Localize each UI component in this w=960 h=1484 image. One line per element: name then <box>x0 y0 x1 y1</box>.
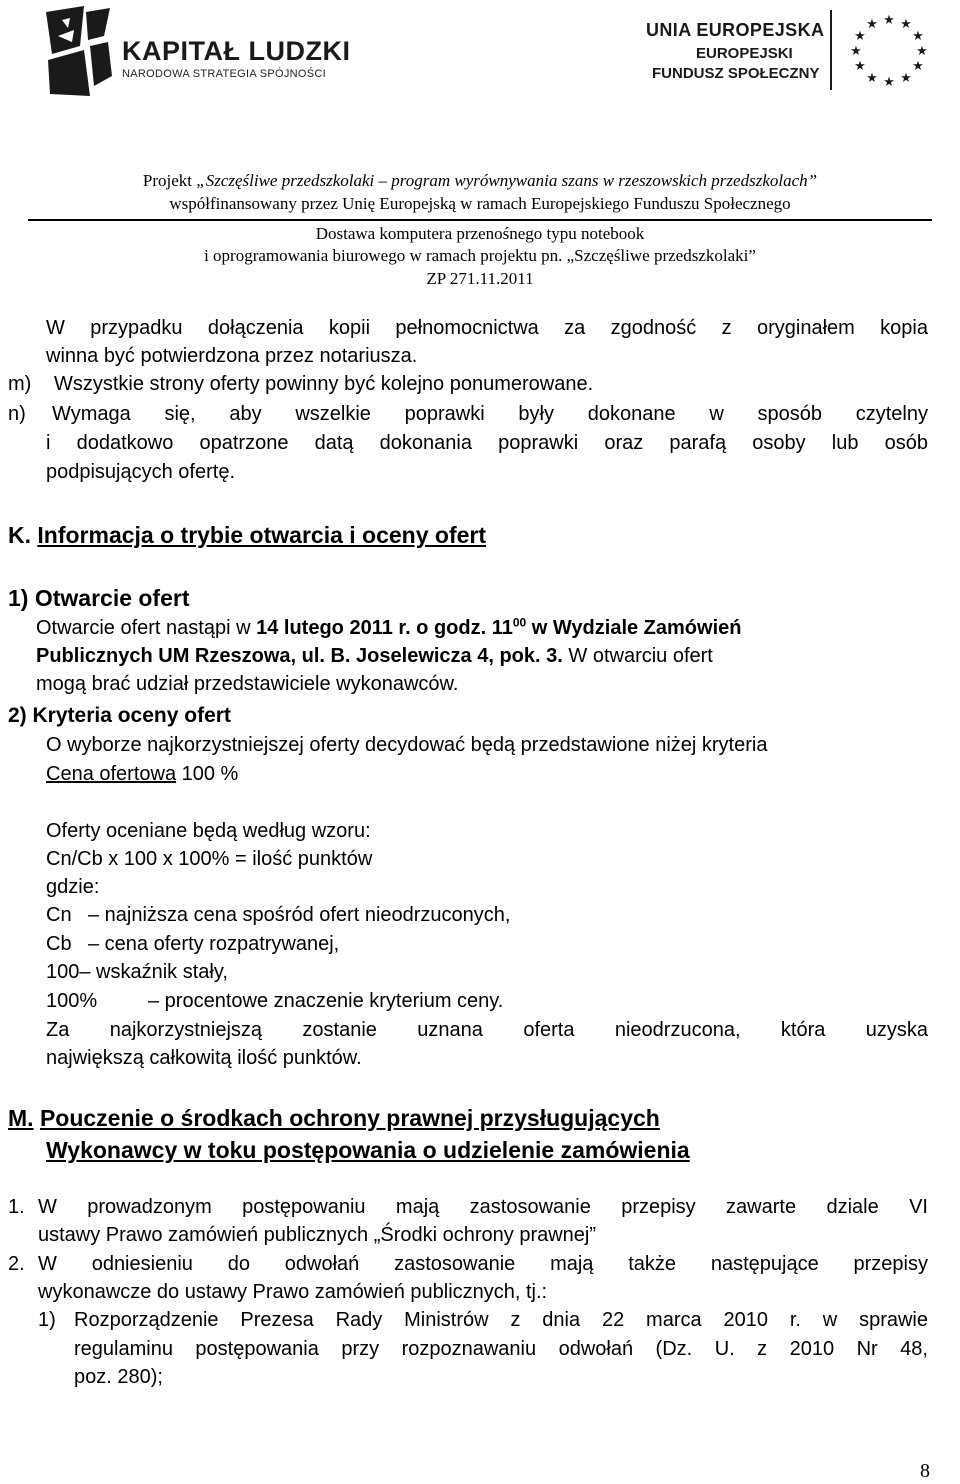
project-prefix: Projekt <box>142 171 197 190</box>
m-subitem-1-number: 1) <box>38 1309 56 1331</box>
criteria-final-line-2: największą całkowitą ilość punktów. <box>46 1047 362 1069</box>
def-cn-symbol: Cn <box>46 904 72 926</box>
section-k-label: K. <box>8 522 31 548</box>
def-cb-text: – cena oferty rozpatrywanej, <box>88 933 340 955</box>
svg-text:★: ★ <box>900 71 912 86</box>
svg-text:★: ★ <box>883 75 895 90</box>
m-item-2-number: 2. <box>8 1253 25 1275</box>
svg-text:★: ★ <box>854 59 866 74</box>
def-cn-text: – najniższa cena spośród ofert nieodrzuconych, <box>88 904 511 926</box>
criteria-price: Cena ofertowa 100 % <box>46 763 239 785</box>
def-cb-symbol: Cb <box>46 933 72 955</box>
kapital-ludzki-logo <box>44 6 351 106</box>
svg-text:★: ★ <box>866 71 878 86</box>
m-item-1-line-1: W prowadzonym postępowaniu mają zastosowanie przepisy zawarte dziale VI <box>38 1196 928 1218</box>
formula: Cn/Cb x 100 x 100% = ilość punktów <box>46 848 373 870</box>
svg-text:★: ★ <box>912 59 924 74</box>
delivery-line-2: i oprogramowania biurowego w ramach projektu pn. „Szczęśliwe przedszkolaki” <box>204 246 756 265</box>
opening-line-2: Publicznych UM Rzeszowa, ul. B. Joselewicza 4, pok. 3. W otwarciu ofert <box>36 645 713 667</box>
item-m-label: m) <box>8 373 32 395</box>
cofinanced-line: współfinansowany przez Unię Europejską w ramach Europejskiego Funduszu Społecznego <box>169 194 791 213</box>
project-title-line <box>20 170 940 192</box>
m-subitem-1-line-1: Rozporządzenie Prezesa Rady Ministrów z dnia 22 marca 2010 r. w sprawie <box>74 1309 928 1331</box>
section-m-heading-line-2 <box>46 1135 690 1165</box>
delivery-line-1: Dostawa komputera przenośnego typu notebook <box>315 224 645 243</box>
page-number: 8 <box>920 1460 930 1482</box>
m-item-1-number: 1. <box>8 1196 25 1218</box>
svg-text:★: ★ <box>854 29 866 44</box>
formula-where: gdzie: <box>46 876 100 898</box>
header-rule <box>28 219 932 221</box>
svg-text:★: ★ <box>883 13 895 28</box>
section-k-title: Informacja o trybie otwarcia i oceny ofert <box>37 522 487 548</box>
power-of-attorney-line-2: winna być potwierdzona przez notariusza. <box>46 345 418 367</box>
eu-logo-line3: FUNDUSZ SPOŁECZNY <box>652 65 820 82</box>
criteria-intro: O wyborze najkorzystniejszej oferty decydować będą przedstawione niżej kryteria <box>46 734 768 756</box>
section-m-heading-line-1 <box>8 1103 660 1133</box>
zp-number: ZP 271.11.2011 <box>426 269 534 288</box>
eu-logo <box>632 10 942 95</box>
kapital-ludzki-emblem-icon <box>44 6 114 98</box>
item-n-label: n) <box>8 403 26 425</box>
kapital-ludzki-subtitle: NARODOWA STRATEGIA SPÓJNOŚCI <box>122 68 326 80</box>
project-name: „Szczęśliwe przedszkolaki – program wyrównywania szans w rzeszowskich przedszkolach” <box>196 171 818 190</box>
svg-text:★: ★ <box>916 44 928 59</box>
m-item-1-line-2: ustawy Prawo zamówień publicznych „Środki ochrony prawnej” <box>38 1224 597 1246</box>
m-item-2-line-1: W odniesieniu do odwołań zastosowanie mają także następujące przepisy <box>38 1253 928 1275</box>
item-n-line-1: Wymaga się, aby wszelkie poprawki były dokonane w sposób czytelny <box>52 403 928 425</box>
formula-intro: Oferty oceniane będą według wzoru: <box>46 820 371 842</box>
eu-logo-line2: EUROPEJSKI <box>696 45 793 62</box>
section-m-label: M. <box>8 1105 34 1131</box>
opening-line-1: Otwarcie ofert nastąpi w 14 lutego 2011 r. o godz. $11^{00}$ w Wydziale Zamówień <box>36 615 742 639</box>
item-n-line-2: i dodatkowo opatrzone datą dokonania poprawki oraz parafą osoby lub osób <box>46 432 928 454</box>
kapital-ludzki-title: KAPITAŁ LUDZKI <box>122 36 351 66</box>
power-of-attorney-line-1: W przypadku dołączenia kopii pełnomocnictwa za zgodność z oryginałem kopia <box>46 317 928 339</box>
subsection-opening-title: 1) Otwarcie ofert <box>8 585 190 611</box>
m-subitem-1-line-3: poz. 280); <box>74 1366 163 1388</box>
eu-logo-divider <box>830 10 832 90</box>
section-m-title-2: Wykonawcy w toku postępowania o udzielenie zamówienia <box>46 1137 690 1163</box>
item-n-line-3: podpisujących ofertę. <box>46 461 236 483</box>
opening-line-3: mogą brać udział przedstawiciele wykonawców. <box>36 673 459 695</box>
def-pct-symbol: 100% <box>46 990 98 1012</box>
svg-text:★: ★ <box>866 17 878 32</box>
subsection-criteria-title: 2) Kryteria oceny ofert <box>8 704 231 727</box>
criteria-final-line-1: Za najkorzystniejszą zostanie uznana oferta nieodrzucona, która uzyska <box>46 1019 928 1041</box>
eu-logo-line1: UNIA EUROPEJSKA <box>646 20 825 40</box>
section-m-title-1: Pouczenie o środkach ochrony prawnej przysługujących <box>39 1105 660 1131</box>
svg-text:★: ★ <box>850 44 862 59</box>
def-100: 100– wskaźnik stały, <box>46 961 228 983</box>
item-m-text: Wszystkie strony oferty powinny być kolejno ponumerowane. <box>54 373 594 395</box>
m-item-2-line-2: wykonawcze do ustawy Prawo zamówień publicznych, tj.: <box>38 1281 548 1303</box>
section-k-heading <box>8 520 486 550</box>
def-pct-text: – procentowe znaczenie kryterium ceny. <box>148 990 504 1012</box>
m-subitem-1-line-2: regulaminu postępowania przy rozpoznawaniu odwołań (Dz. U. z 2010 Nr 48, <box>74 1338 928 1360</box>
svg-text:★: ★ <box>912 29 924 44</box>
svg-text:★: ★ <box>900 17 912 32</box>
eu-stars-icon <box>844 10 934 90</box>
